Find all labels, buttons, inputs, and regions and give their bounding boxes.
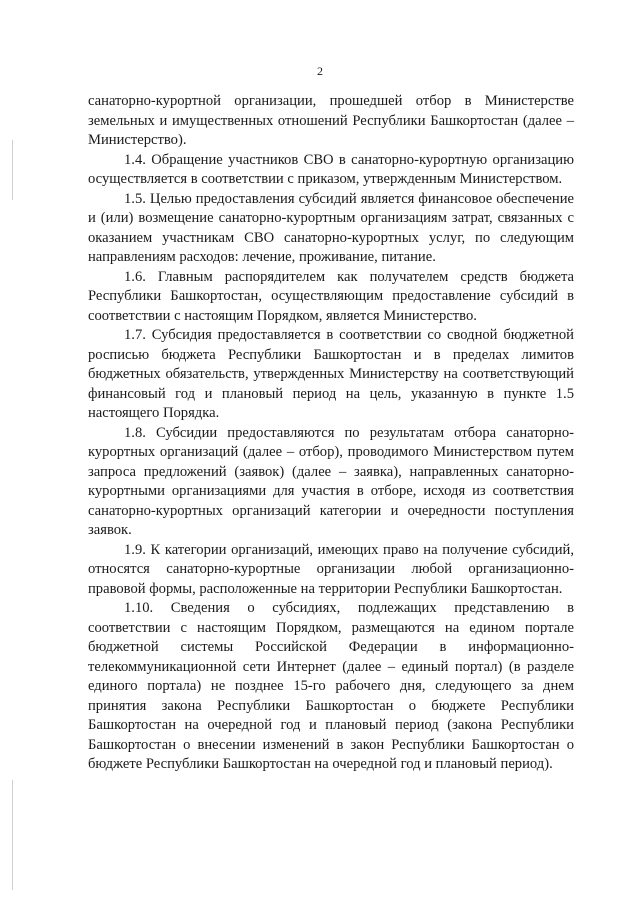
scan-margin-mark <box>12 140 13 200</box>
scan-margin-mark <box>12 780 13 890</box>
paragraph-1-7: 1.7. Субсидия предоставляется в соответствии со сводной бюджетной росписью бюджета Республики Башкортостан и в пределах лимитов бюджетных обязательств, утвержденных Министерству на соответствующий финансовый год и плановый период на цель, указанную в пункте 1.5 настоящего Порядка. <box>88 327 574 421</box>
document-body <box>88 92 574 775</box>
paragraph-1-4: 1.4. Обращение участников СВО в санаторно-курортную организацию осуществляется в соответствии с приказом, утвержденным Министерством. <box>88 151 574 187</box>
paragraph-1-6: 1.6. Главным распорядителем как получателем средств бюджета Республики Башкортостан, осуществляющим предоставление субсидий в соответствии с настоящим Порядком, является Министерство. <box>88 268 574 324</box>
paragraph-1-10: 1.10. Сведения о субсидиях, подлежащих представлению в соответствии с настоящим Порядком, размещаются на едином портале бюджетной системы Российской Федерации в информационно-телекоммуникационной сети Интернет (далее – единый портал) (в разделе единого портала) не позднее 15-го рабочего дня, следующего за днем принятия закона Республики Башкортостан о бюджете Республики Башкортостан на очередной год и плановый период (закона Республики Башкортостан о внесении изменений в закон Республики Башкортостан о бюджете Республики Башкортостан на очередной год и плановый период). <box>88 600 574 772</box>
page-number: 2 <box>317 64 323 78</box>
paragraph-continuation: санаторно-курортной организации, прошедшей отбор в Министерстве земельных и имущественных отношений Республики Башкортостан (далее – Министерство). <box>88 93 574 148</box>
paragraph-1-8: 1.8. Субсидии предоставляются по результатам отбора санаторно-курортных организаций (далее – отбор), проводимого Министерством путем запроса предложений (заявок) (далее – заявка), направленных санаторно-курортными организациями для участия в отборе, исходя из соответствия санаторно-курортных организаций категории и очередности поступления заявок. <box>88 424 574 538</box>
paragraph-1-9: 1.9. К категории организаций, имеющих право на получение субсидий, относятся санаторно-курортные организации любой организационно-правовой формы, расположенные на территории Республики Башкортостан. <box>88 541 574 597</box>
paragraph-1-5: 1.5. Целью предоставления субсидий является финансовое обеспечение и (или) возмещение санаторно-курортным организациям затрат, связанных с оказанием участникам СВО санаторно-курортных услуг, по следующим направлениям расходов: лечение, проживание, питание. <box>88 190 574 265</box>
